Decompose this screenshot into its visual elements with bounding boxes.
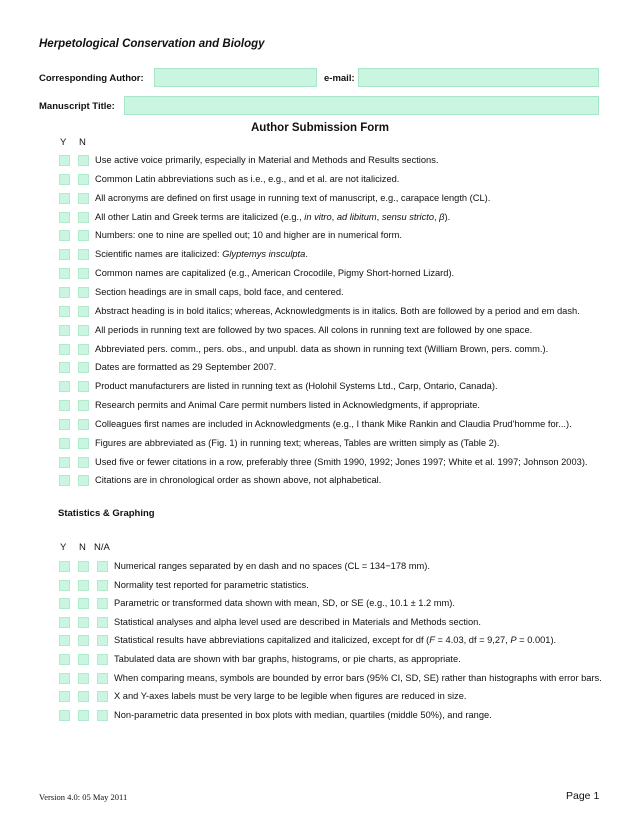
no-checkbox[interactable] — [78, 174, 89, 185]
checklist-item-text: When comparing means, symbols are bounded by error bars (95% CI, SD, SE) rather than histographs with error bars. — [114, 672, 602, 683]
yes-checkbox[interactable] — [59, 306, 70, 317]
na-checkbox[interactable] — [97, 561, 108, 572]
checklist-item-text: Common names are capitalized (e.g., American Crocodile, Pigmy Short-horned Lizard). — [95, 268, 455, 279]
no-checkbox[interactable] — [78, 287, 89, 298]
checklist-item-text: Abbreviated pers. comm., pers. obs., and unpubl. data as shown in running text (William Brown, pers. comm.). — [95, 343, 549, 354]
no-checkbox[interactable] — [78, 438, 89, 449]
na-checkbox[interactable] — [97, 598, 108, 609]
no-checkbox[interactable] — [78, 691, 89, 702]
no-checkbox[interactable] — [78, 344, 89, 355]
email-label: e-mail: — [324, 73, 355, 84]
yes-checkbox[interactable] — [59, 344, 70, 355]
yes-checkbox[interactable] — [59, 457, 70, 468]
yes-checkbox[interactable] — [59, 230, 70, 241]
no-checkbox[interactable] — [78, 249, 89, 260]
no-checkbox[interactable] — [78, 580, 89, 591]
checklist-item-text: Statistical analyses and alpha level used are described in Materials and Methods section. — [114, 616, 481, 627]
yes-checkbox[interactable] — [59, 419, 70, 430]
no-checkbox[interactable] — [78, 561, 89, 572]
checklist-item-text: All acronyms are defined on first usage in running text of manuscript, e.g., carapace length (CL). — [95, 192, 491, 203]
yes-checkbox[interactable] — [59, 475, 70, 486]
no-checkbox[interactable] — [78, 230, 89, 241]
checklist-item-text: Numerical ranges separated by en dash and no spaces (CL = 134−178 mm). — [114, 561, 430, 571]
na-checkbox[interactable] — [97, 617, 108, 628]
email-field[interactable] — [358, 68, 599, 87]
yes-checkbox[interactable] — [59, 635, 70, 646]
checklist-item-text: Statistical results have abbreviations capitalized and italicized, except for df (F = 4.03, df = 9,27, P = 0.001). — [114, 635, 557, 646]
checklist-item-text: Citations are in chronological order as shown above, not alphabetical. — [95, 475, 382, 486]
yes-checkbox[interactable] — [59, 710, 70, 721]
yes-checkbox[interactable] — [59, 155, 70, 166]
yes-checkbox[interactable] — [59, 691, 70, 702]
stats-section-title: Statistics & Graphing — [58, 508, 155, 519]
checklist-item-text: X and Y-axes labels must be very large to be legible when figures are reduced in size. — [114, 691, 467, 702]
no-checkbox[interactable] — [78, 400, 89, 411]
version-footer: Version 4.0: 05 May 2011 — [39, 792, 128, 802]
checklist-item-text: Parametric or transformed data shown with mean, SD, or SE (e.g., 10.1 ± 1.2 mm). — [114, 598, 455, 609]
stats-no-column-header: N — [79, 542, 86, 553]
yes-checkbox[interactable] — [59, 193, 70, 204]
yes-checkbox[interactable] — [59, 561, 70, 572]
checklist-item-text: Use active voice primarily, especially in Material and Methods and Results sections. — [95, 155, 439, 165]
no-checkbox[interactable] — [78, 325, 89, 336]
no-checkbox[interactable] — [78, 457, 89, 468]
checklist-item-text: Common Latin abbreviations such as i.e., e.g., and et al. are not italicized. — [95, 173, 400, 184]
checklist-item-text: Numbers: one to nine are spelled out; 10 and higher are in numerical form. — [95, 230, 402, 241]
no-checkbox[interactable] — [78, 381, 89, 392]
yes-checkbox[interactable] — [59, 673, 70, 684]
checklist-item-text: Section headings are in small caps, bold face, and centered. — [95, 286, 344, 297]
yes-checkbox[interactable] — [59, 362, 70, 373]
yes-checkbox[interactable] — [59, 325, 70, 336]
corresponding-author-label: Corresponding Author: — [39, 73, 144, 84]
yes-checkbox[interactable] — [59, 438, 70, 449]
checklist-item-text: Dates are formatted as 29 September 2007. — [95, 362, 277, 373]
corresponding-author-field[interactable] — [154, 68, 317, 87]
checklist-item-text: Scientific names are italicized: Glyptemys insculpta. — [95, 249, 308, 260]
form-title: Author Submission Form — [251, 122, 389, 134]
yes-checkbox[interactable] — [59, 212, 70, 223]
yes-checkbox[interactable] — [59, 400, 70, 411]
no-checkbox[interactable] — [78, 362, 89, 373]
no-checkbox[interactable] — [78, 475, 89, 486]
checklist-item-text: All other Latin and Greek terms are italicized (e.g., in vitro, ad libitum, sensu stricto, β). — [95, 211, 451, 222]
no-column-header: N — [79, 137, 86, 148]
na-checkbox[interactable] — [97, 580, 108, 591]
no-checkbox[interactable] — [78, 212, 89, 223]
checklist-item-text: Product manufacturers are listed in running text as (Holohil Systems Ltd., Carp, Ontario, Canada). — [95, 381, 498, 392]
yes-checkbox[interactable] — [59, 598, 70, 609]
yes-checkbox[interactable] — [59, 174, 70, 185]
yes-checkbox[interactable] — [59, 249, 70, 260]
checklist-item-text: Used five or fewer citations in a row, preferably three (Smith 1990, 1992; Jones 1997; White et al. 1997; Johnson 2003). — [95, 456, 588, 467]
yes-column-header: Y — [60, 137, 67, 148]
checklist-item-text: Research permits and Animal Care permit numbers listed in Acknowledgments, if appropriate. — [95, 400, 480, 411]
checklist-item-text: Normality test reported for parametric statistics. — [114, 579, 309, 590]
yes-checkbox[interactable] — [59, 268, 70, 279]
no-checkbox[interactable] — [78, 673, 89, 684]
checklist-item-text: Non-parametric data presented in box plots with median, quartiles (middle 50%), and range. — [114, 709, 492, 720]
na-checkbox[interactable] — [97, 710, 108, 721]
manuscript-title-field[interactable] — [124, 96, 599, 115]
no-checkbox[interactable] — [78, 155, 89, 166]
checklist-item-text: Tabulated data are shown with bar graphs, histograms, or pie charts, as appropriate. — [114, 654, 461, 664]
no-checkbox[interactable] — [78, 617, 89, 628]
no-checkbox[interactable] — [78, 419, 89, 430]
yes-checkbox[interactable] — [59, 580, 70, 591]
checklist-item-text: All periods in running text are followed by two spaces. All colons in running text are followed by one space. — [95, 324, 533, 335]
na-checkbox[interactable] — [97, 691, 108, 702]
yes-checkbox[interactable] — [59, 617, 70, 628]
yes-checkbox[interactable] — [59, 381, 70, 392]
no-checkbox[interactable] — [78, 268, 89, 279]
na-checkbox[interactable] — [97, 635, 108, 646]
page-number: Page 1 — [566, 790, 600, 802]
journal-title: Herpetological Conservation and Biology — [39, 38, 265, 50]
checklist-item-text: Abstract heading is in bold italics; whereas, Acknowledgments is in italics. Both are followed by a period and em dash. — [95, 305, 580, 316]
no-checkbox[interactable] — [78, 306, 89, 317]
no-checkbox[interactable] — [78, 193, 89, 204]
yes-checkbox[interactable] — [59, 287, 70, 298]
no-checkbox[interactable] — [78, 654, 89, 665]
no-checkbox[interactable] — [78, 635, 89, 646]
stats-yes-column-header: Y — [60, 542, 67, 553]
yes-checkbox[interactable] — [59, 654, 70, 665]
no-checkbox[interactable] — [78, 710, 89, 721]
checklist-item-text: Figures are abbreviated as (Fig. 1) in running text; whereas, Tables are written simply as (Table 2). — [95, 437, 500, 448]
na-checkbox[interactable] — [97, 673, 108, 684]
checklist-item-text: Colleagues first names are included in Acknowledgments (e.g., I thank Mike Rankin and Claudia Prud'homme for...). — [95, 418, 572, 429]
na-checkbox[interactable] — [97, 654, 108, 665]
stats-na-column-header: N/A — [94, 542, 110, 553]
manuscript-title-label: Manuscript Title: — [39, 101, 115, 112]
no-checkbox[interactable] — [78, 598, 89, 609]
